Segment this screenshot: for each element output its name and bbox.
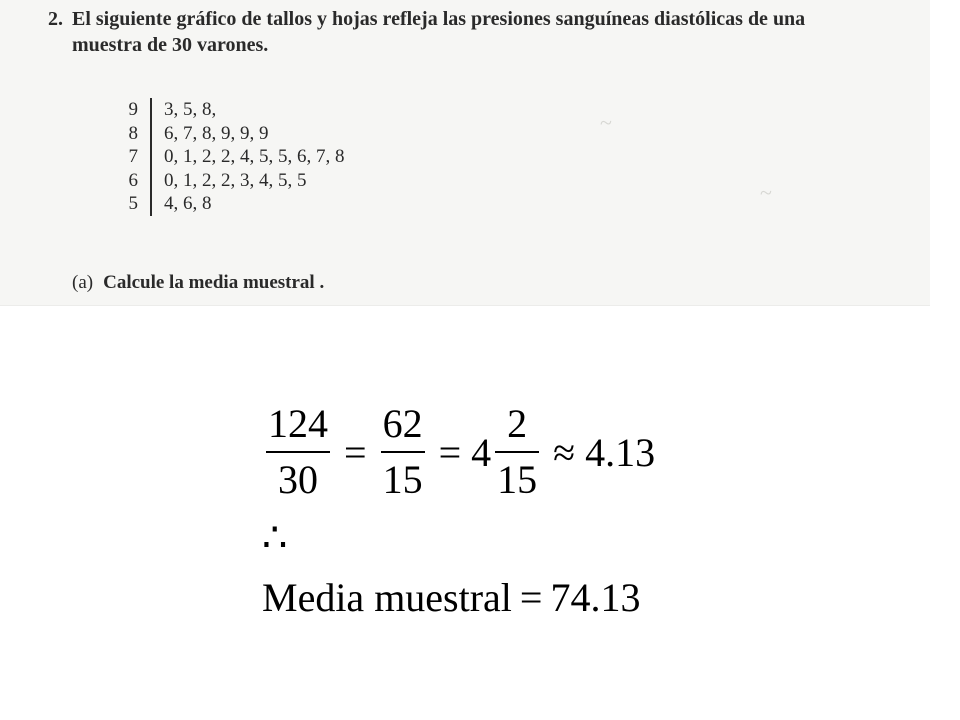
stem-divider (150, 122, 152, 146)
stem: 5 (128, 193, 138, 214)
denominator: 30 (278, 457, 318, 502)
part-text: Calcule la media muestral . (103, 272, 325, 293)
problem-statement (48, 6, 928, 58)
stem-divider (150, 169, 152, 193)
leaves: 4, 6, 8 (164, 193, 212, 214)
numerator: 2 (507, 401, 528, 446)
stem: 7 (128, 146, 138, 167)
stem: 6 (128, 169, 138, 191)
math-solution (262, 400, 656, 620)
equals-sign: = (344, 429, 367, 475)
stem-leaf-row (126, 169, 345, 193)
stem-divider (150, 145, 152, 169)
leaves: 3, 5, 8, (164, 99, 217, 120)
stem-leaf-row (126, 122, 345, 146)
stem-divider (150, 98, 152, 122)
equals-sign: = (438, 429, 462, 475)
part-label: (a) (72, 272, 94, 293)
leaves: 0, 1, 2, 2, 4, 5, 5, 6, 7, 8 (164, 146, 345, 167)
problem-number: 2. (48, 8, 63, 30)
fraction-2-15 (495, 402, 539, 502)
bleed-through-mark: ~ (760, 180, 772, 205)
fraction-bar (266, 451, 330, 453)
question-part-a (72, 272, 324, 294)
fraction-62-15 (381, 402, 425, 502)
stem-divider (150, 192, 152, 216)
result-label: Media muestral (262, 575, 512, 620)
decimal-value: 4.13 (585, 429, 656, 475)
denominator: 15 (497, 457, 538, 502)
stem-leaf-row (126, 192, 345, 216)
stem: 8 (128, 122, 138, 144)
stem-and-leaf-plot (126, 98, 345, 216)
leaves: 0, 1, 2, 2, 3, 4, 5, 5 (164, 169, 307, 191)
stem-leaf-row (126, 98, 345, 122)
equation-row (262, 400, 655, 504)
fraction-124-30 (266, 402, 330, 502)
fraction-bar (381, 451, 425, 453)
scanned-problem-area (0, 0, 930, 306)
numerator: 62 (382, 401, 423, 446)
therefore-symbol: ∴ (262, 515, 288, 560)
result-value: 74.13 (550, 575, 641, 620)
bleed-through-mark: ~ (600, 110, 612, 135)
problem-text-line1: El siguiente gráfico de tallos y hojas refleja las presiones sanguíneas diastólicas de una (72, 8, 806, 30)
fraction-bar (495, 451, 539, 453)
stem: 9 (128, 99, 138, 120)
stem-leaf-row (126, 145, 345, 169)
result-line (262, 574, 640, 622)
problem-text-line2: muestra de 30 varones. (72, 34, 269, 56)
equals-sign: = (519, 575, 543, 620)
denominator: 15 (382, 457, 423, 502)
numerator: 124 (268, 401, 328, 446)
approx-sign: ≈ (553, 429, 576, 475)
leaves: 6, 7, 8, 9, 9, 9 (164, 122, 269, 144)
mixed-number-whole: 4 (471, 429, 492, 475)
